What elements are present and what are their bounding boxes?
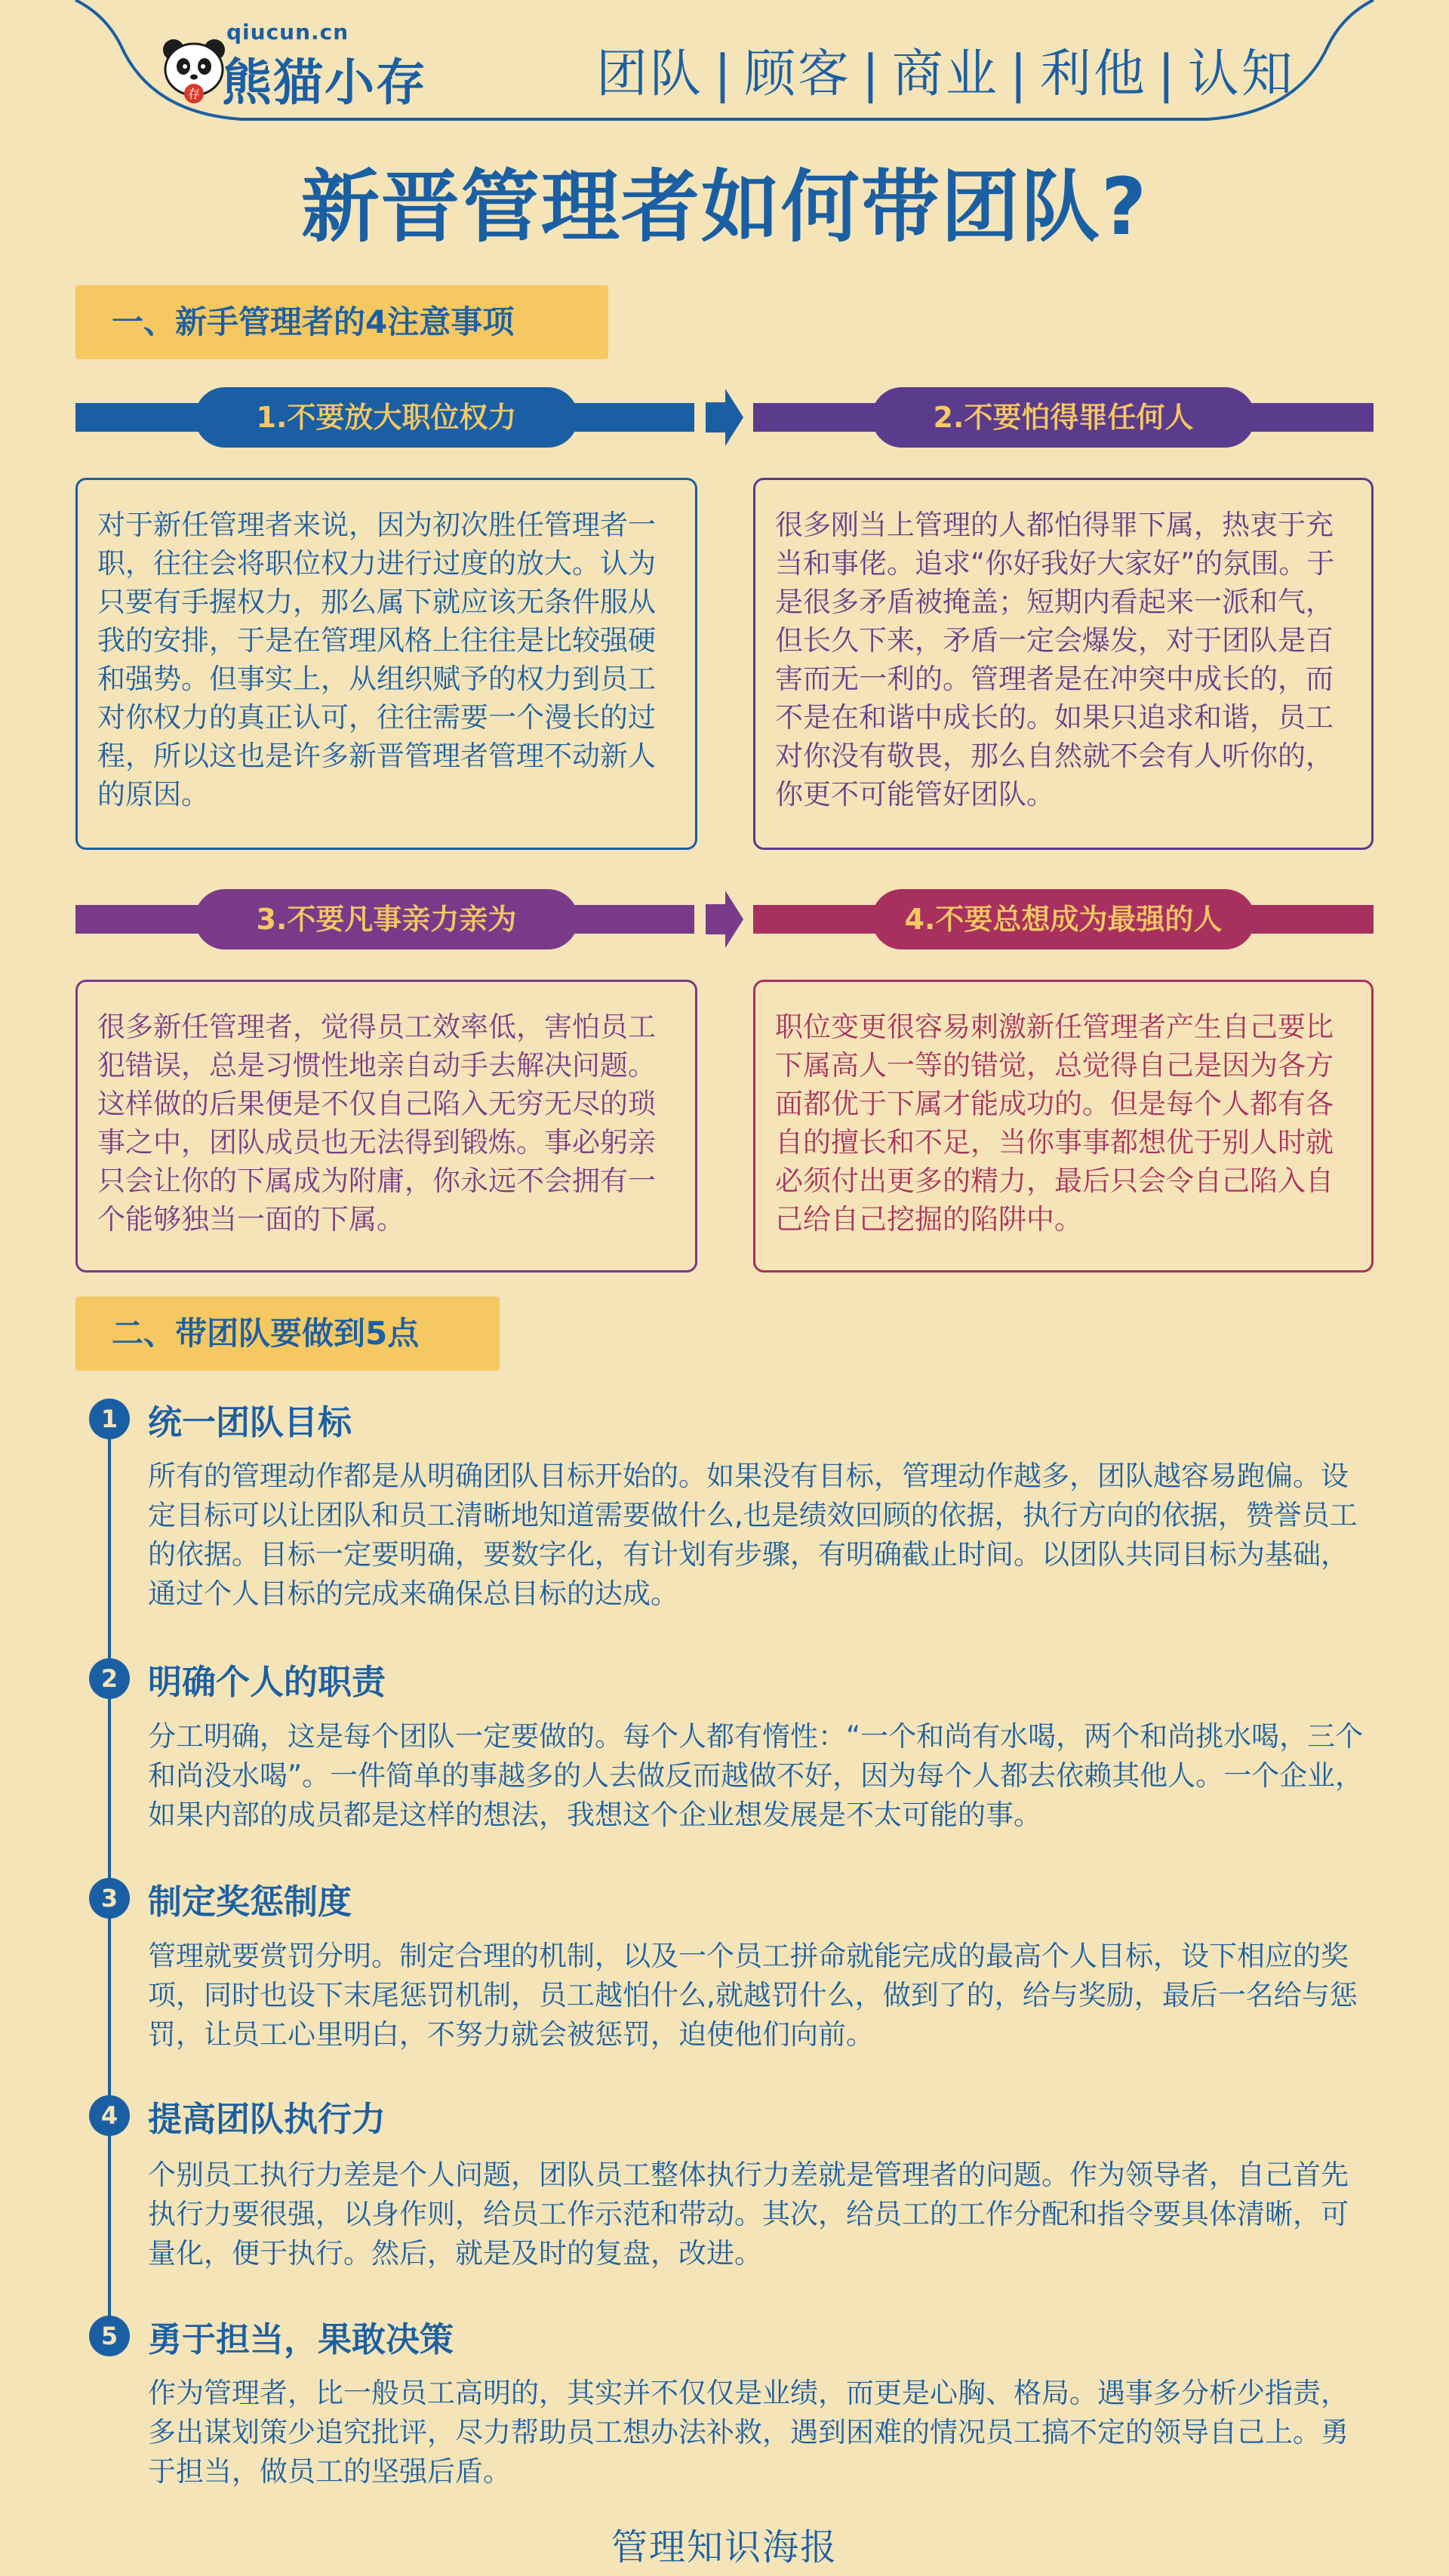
logo-domain: qiucun.cn	[226, 20, 349, 45]
footer-text: 管理知识海报	[611, 2526, 838, 2568]
nav-separator: |	[714, 45, 734, 104]
tip3-label: 3.不要凡事亲力亲为	[195, 889, 578, 949]
logo-name: 熊猫小存	[222, 54, 427, 112]
item5-number: 5	[89, 2316, 130, 2356]
logo-badge-text: 存	[187, 87, 201, 101]
nav-item-business[interactable]: 商业	[891, 45, 999, 104]
item5-text: 作为管理者，比一般员工高明的，其实并不仅仅是业绩，而更是心胸、格局。遇事多分析少指责，多出谋划策少追究批评，尽力帮助员工想办法补救，遇到困难的情况员工搞不定的领导自己上。勇于担当，做员工的坚强后盾。	[148, 2377, 1349, 2488]
timeline-line	[108, 1410, 111, 2338]
item4-text: 个别员工执行力差是个人问题，团队员工整体执行力差就是管理者的问题。作为领导者，自己首先执行力要很强，以身作则，给员工作示范和带动。其次，给员工的工作分配和指令要具体清晰，可量化，便于执行。然后，就是及时的复盘，改进。	[148, 2159, 1349, 2270]
panda-logo-icon	[160, 36, 228, 104]
arrow-right-icon	[706, 891, 743, 948]
tip3-text: 很多新任管理者，觉得员工效率低，害怕员工犯错误，总是习惯性地亲自动手去解决问题。这样做的后果便是不仅自己陷入无穷无尽的琐事之中，团队成员也无法得到锻炼。事必躬亲只会让你的下属成为附庸，你永远不会拥有一个能够独当一面的下属。	[75, 980, 697, 1273]
section2-heading: 二、带团队要做到5点	[75, 1297, 500, 1371]
tip2-label: 2.不要怕得罪任何人	[872, 387, 1255, 448]
nav-item-team[interactable]: 团队	[596, 45, 704, 104]
item2-title: 明确个人的职责	[148, 1662, 386, 1702]
header	[0, 0, 1449, 128]
item5-title: 勇于担当，果敢决策	[148, 2319, 454, 2359]
item4-title: 提高团队执行力	[148, 2099, 386, 2139]
nav-item-cognition[interactable]: 认知	[1187, 45, 1295, 104]
tip4-label: 4.不要总想成为最强的人	[872, 889, 1255, 949]
tip2-text: 很多刚当上管理的人都怕得罪下属，热衷于充当和事佬。追求“你好我好大家好”的氛围。于是很多矛盾被掩盖；短期内看起来一派和气，但长久下来，矛盾一定会爆发，对于团队是百害而无一利的。管理者是在冲突中成长的，而不是在和谐中成长的。如果只追求和谐，员工对你没有敬畏，那么自然就不会有人听你的，你更不可能管好团队。	[753, 478, 1374, 850]
item1-title: 统一团队目标	[148, 1402, 352, 1442]
tip4-text: 职位变更很容易刺激新任管理者产生自己要比下属高人一等的错觉，总觉得自己是因为各方面都优于下属才能成功的。但是每个人都有各自的擅长和不足，当你事事都想优于别人时就必须付出更多的精力，最后只会令自己陷入自己给自己挖掘的陷阱中。	[753, 980, 1374, 1273]
item3-text: 管理就要赏罚分明。制定合理的机制，以及一个员工拼命就能完成的最高个人目标，设下相应的奖项，同时也设下末尾惩罚机制，员工越怕什么,就越罚什么，做到了的，给与奖励，最后一名给与惩罚，让员工心里明白，不努力就会被惩罚，迫使他们向前。	[148, 1940, 1358, 2051]
item3-title: 制定奖惩制度	[148, 1882, 352, 1922]
page-title: 新晋管理者如何带团队?	[300, 161, 1149, 253]
tip1-text: 对于新任管理者来说，因为初次胜任管理者一职，往往会将职位权力进行过度的放大。认为只要有手握权力，那么属下就应该无条件服从我的安排，于是在管理风格上往往是比较强硬和强势。但事实上，从组织赋予的权力到员工对你权力的真正认可，往往需要一个漫长的过程，所以这也是许多新晋管理者管理不动新人的原因。	[75, 478, 697, 850]
section1-heading: 一、新手管理者的4注意事项	[75, 285, 608, 359]
item4-number: 4	[89, 2095, 130, 2136]
nav-item-altruism[interactable]: 利他	[1039, 45, 1147, 104]
nav-separator: |	[1009, 45, 1029, 104]
nav-separator: |	[1157, 45, 1177, 104]
header-nav	[596, 33, 1295, 106]
nav-separator: |	[861, 45, 881, 104]
item1-number: 1	[89, 1399, 130, 1439]
item2-number: 2	[89, 1658, 130, 1699]
nav-item-customer[interactable]: 顾客	[743, 45, 851, 104]
arrow-right-icon	[706, 389, 743, 446]
tip1-label: 1.不要放大职位权力	[195, 387, 578, 448]
item3-number: 3	[89, 1878, 130, 1919]
item2-text: 分工明确，这是每个团队一定要做的。每个人都有惰性：“一个和尚有水喝，两个和尚挑水喝，三个和尚没水喝”。一件简单的事越多的人去做反而越做不好，因为每个人都去依赖其他人。一个企业，如果内部的成员都是这样的想法，我想这个企业想发展是不太可能的事。	[148, 1720, 1364, 1831]
item1-text: 所有的管理动作都是从明确团队目标开始的。如果没有目标，管理动作越多，团队越容易跑偏。设定目标可以让团队和员工清晰地知道需要做什么,也是绩效回顾的依据，执行方向的依据，赞誉员工的依据。目标一定要明确，要数字化，有计划有步骤，有明确截止时间。以团队共同目标为基础，通过个人目标的完成来确保总目标的达成。	[148, 1460, 1358, 1610]
